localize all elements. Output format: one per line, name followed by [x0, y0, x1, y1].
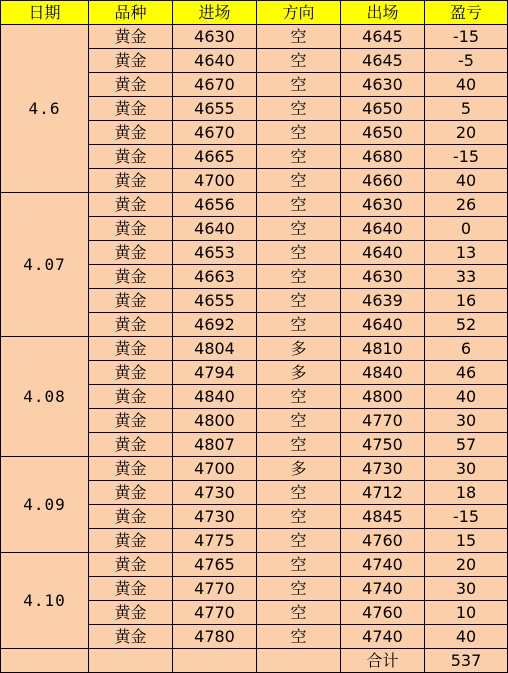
cell-pnl[interactable]: 15: [425, 529, 508, 553]
cell-kind[interactable]: 黄金: [89, 169, 173, 193]
cell-pnl[interactable]: 40: [425, 73, 508, 97]
cell-exit[interactable]: 4640: [341, 313, 425, 337]
cell-direction[interactable]: 空: [257, 289, 341, 313]
header-exit[interactable]: 出场: [341, 1, 425, 25]
empty-cell[interactable]: [89, 649, 173, 673]
empty-cell[interactable]: [173, 649, 257, 673]
cell-exit[interactable]: 4740: [341, 577, 425, 601]
cell-entry[interactable]: 4640: [173, 49, 257, 73]
cell-kind[interactable]: 黄金: [89, 553, 173, 577]
cell-entry[interactable]: 4655: [173, 289, 257, 313]
cell-exit[interactable]: 4680: [341, 145, 425, 169]
cell-entry[interactable]: 4775: [173, 529, 257, 553]
cell-kind[interactable]: 黄金: [89, 313, 173, 337]
cell-direction[interactable]: 空: [257, 265, 341, 289]
cell-kind[interactable]: 黄金: [89, 265, 173, 289]
cell-entry[interactable]: 4770: [173, 601, 257, 625]
cell-entry[interactable]: 4670: [173, 121, 257, 145]
cell-direction[interactable]: 空: [257, 601, 341, 625]
cell-kind[interactable]: 黄金: [89, 145, 173, 169]
cell-kind[interactable]: 黄金: [89, 121, 173, 145]
cell-direction[interactable]: 多: [257, 457, 341, 481]
cell-kind[interactable]: 黄金: [89, 457, 173, 481]
cell-kind[interactable]: 黄金: [89, 385, 173, 409]
cell-entry[interactable]: 4770: [173, 577, 257, 601]
cell-direction[interactable]: 空: [257, 481, 341, 505]
cell-direction[interactable]: 空: [257, 313, 341, 337]
cell-exit[interactable]: 4645: [341, 49, 425, 73]
cell-pnl[interactable]: -15: [425, 25, 508, 49]
cell-exit[interactable]: 4740: [341, 625, 425, 649]
cell-entry[interactable]: 4800: [173, 409, 257, 433]
cell-kind[interactable]: 黄金: [89, 529, 173, 553]
cell-pnl[interactable]: 0: [425, 217, 508, 241]
cell-direction[interactable]: 空: [257, 25, 341, 49]
table-row: [1, 457, 508, 481]
cell-exit[interactable]: 4730: [341, 457, 425, 481]
cell-pnl[interactable]: 10: [425, 601, 508, 625]
cell-exit[interactable]: 4760: [341, 601, 425, 625]
cell-entry[interactable]: 4804: [173, 337, 257, 361]
table-row: [1, 553, 508, 577]
cell-kind[interactable]: 黄金: [89, 217, 173, 241]
cell-entry[interactable]: 4663: [173, 265, 257, 289]
cell-pnl[interactable]: 57: [425, 433, 508, 457]
cell-direction[interactable]: 空: [257, 553, 341, 577]
header-date[interactable]: 日期: [1, 1, 89, 25]
cell-direction[interactable]: 多: [257, 337, 341, 361]
cell-exit[interactable]: 4630: [341, 265, 425, 289]
cell-direction[interactable]: 空: [257, 433, 341, 457]
cell-entry[interactable]: 4670: [173, 73, 257, 97]
cell-entry[interactable]: 4653: [173, 241, 257, 265]
cell-entry[interactable]: 4765: [173, 553, 257, 577]
cell-pnl[interactable]: 13: [425, 241, 508, 265]
cell-exit[interactable]: 4800: [341, 385, 425, 409]
cell-direction[interactable]: 空: [257, 385, 341, 409]
cell-direction[interactable]: 空: [257, 145, 341, 169]
empty-cell[interactable]: [1, 649, 89, 673]
cell-entry[interactable]: 4840: [173, 385, 257, 409]
table-row: [1, 25, 508, 49]
cell-exit[interactable]: 4760: [341, 529, 425, 553]
empty-cell[interactable]: [257, 649, 341, 673]
cell-date[interactable]: 4.07: [1, 193, 89, 337]
cell-entry[interactable]: 4655: [173, 97, 257, 121]
cell-pnl[interactable]: 20: [425, 553, 508, 577]
cell-kind[interactable]: 黄金: [89, 577, 173, 601]
cell-entry[interactable]: 4700: [173, 457, 257, 481]
cell-kind[interactable]: 黄金: [89, 289, 173, 313]
header-row: [1, 1, 508, 25]
cell-kind[interactable]: 黄金: [89, 25, 173, 49]
cell-exit[interactable]: 4630: [341, 73, 425, 97]
cell-date[interactable]: 4.6: [1, 25, 89, 193]
table-body: [1, 25, 508, 673]
cell-kind[interactable]: 黄金: [89, 481, 173, 505]
cell-kind[interactable]: 黄金: [89, 409, 173, 433]
cell-kind[interactable]: 黄金: [89, 361, 173, 385]
cell-direction[interactable]: 空: [257, 73, 341, 97]
cell-entry[interactable]: 4794: [173, 361, 257, 385]
cell-kind[interactable]: 黄金: [89, 49, 173, 73]
total-value[interactable]: 537: [425, 649, 508, 673]
header-entry[interactable]: 进场: [173, 1, 257, 25]
cell-pnl[interactable]: 52: [425, 313, 508, 337]
cell-pnl[interactable]: 30: [425, 409, 508, 433]
cell-entry[interactable]: 4807: [173, 433, 257, 457]
cell-exit[interactable]: 4640: [341, 241, 425, 265]
cell-pnl[interactable]: 20: [425, 121, 508, 145]
cell-pnl[interactable]: 40: [425, 385, 508, 409]
cell-exit[interactable]: 4810: [341, 337, 425, 361]
cell-exit[interactable]: 4639: [341, 289, 425, 313]
cell-exit[interactable]: 4845: [341, 505, 425, 529]
cell-kind[interactable]: 黄金: [89, 97, 173, 121]
cell-entry[interactable]: 4730: [173, 481, 257, 505]
cell-entry[interactable]: 4640: [173, 217, 257, 241]
cell-pnl[interactable]: -15: [425, 145, 508, 169]
cell-entry[interactable]: 4630: [173, 25, 257, 49]
cell-date[interactable]: 4.08: [1, 337, 89, 457]
cell-exit[interactable]: 4645: [341, 25, 425, 49]
cell-exit[interactable]: 4630: [341, 193, 425, 217]
table-header: [1, 1, 508, 25]
header-direction[interactable]: 方向: [257, 1, 341, 25]
cell-exit[interactable]: 4712: [341, 481, 425, 505]
cell-exit[interactable]: 4640: [341, 217, 425, 241]
cell-direction[interactable]: 空: [257, 97, 341, 121]
total-row: [1, 649, 508, 673]
cell-kind[interactable]: 黄金: [89, 241, 173, 265]
cell-direction[interactable]: 空: [257, 121, 341, 145]
cell-pnl[interactable]: 33: [425, 265, 508, 289]
cell-exit[interactable]: 4840: [341, 361, 425, 385]
cell-pnl[interactable]: 40: [425, 169, 508, 193]
header-kind[interactable]: 品种: [89, 1, 173, 25]
cell-exit[interactable]: 4660: [341, 169, 425, 193]
cell-date[interactable]: 4.10: [1, 553, 89, 649]
cell-kind[interactable]: 黄金: [89, 73, 173, 97]
cell-kind[interactable]: 黄金: [89, 601, 173, 625]
cell-pnl[interactable]: 30: [425, 457, 508, 481]
cell-pnl[interactable]: 30: [425, 577, 508, 601]
cell-exit[interactable]: 4750: [341, 433, 425, 457]
cell-direction[interactable]: 空: [257, 529, 341, 553]
header-pnl[interactable]: 盈亏: [425, 1, 508, 25]
cell-kind[interactable]: 黄金: [89, 193, 173, 217]
cell-kind[interactable]: 黄金: [89, 337, 173, 361]
cell-direction[interactable]: 空: [257, 169, 341, 193]
cell-direction[interactable]: 空: [257, 505, 341, 529]
cell-kind[interactable]: 黄金: [89, 625, 173, 649]
cell-kind[interactable]: 黄金: [89, 505, 173, 529]
cell-date[interactable]: 4.09: [1, 457, 89, 553]
cell-direction[interactable]: 空: [257, 217, 341, 241]
cell-pnl[interactable]: -15: [425, 505, 508, 529]
cell-direction[interactable]: 空: [257, 241, 341, 265]
cell-entry[interactable]: 4700: [173, 169, 257, 193]
cell-direction[interactable]: 空: [257, 409, 341, 433]
cell-direction[interactable]: 空: [257, 577, 341, 601]
table-row: [1, 193, 508, 217]
total-label[interactable]: 合计: [341, 649, 425, 673]
cell-pnl[interactable]: 46: [425, 361, 508, 385]
cell-pnl[interactable]: 26: [425, 193, 508, 217]
cell-entry[interactable]: 4780: [173, 625, 257, 649]
cell-entry[interactable]: 4665: [173, 145, 257, 169]
cell-pnl[interactable]: 5: [425, 97, 508, 121]
cell-pnl[interactable]: 18: [425, 481, 508, 505]
table-row: [1, 337, 508, 361]
cell-pnl[interactable]: 40: [425, 625, 508, 649]
cell-pnl[interactable]: 6: [425, 337, 508, 361]
cell-exit[interactable]: 4650: [341, 97, 425, 121]
cell-pnl[interactable]: -5: [425, 49, 508, 73]
cell-entry[interactable]: 4656: [173, 193, 257, 217]
cell-entry[interactable]: 4730: [173, 505, 257, 529]
cell-exit[interactable]: 4740: [341, 553, 425, 577]
cell-exit[interactable]: 4770: [341, 409, 425, 433]
cell-entry[interactable]: 4692: [173, 313, 257, 337]
cell-direction[interactable]: 空: [257, 193, 341, 217]
cell-pnl[interactable]: 16: [425, 289, 508, 313]
cell-direction[interactable]: 多: [257, 361, 341, 385]
cell-direction[interactable]: 空: [257, 49, 341, 73]
cell-exit[interactable]: 4650: [341, 121, 425, 145]
cell-kind[interactable]: 黄金: [89, 433, 173, 457]
cell-direction[interactable]: 空: [257, 625, 341, 649]
